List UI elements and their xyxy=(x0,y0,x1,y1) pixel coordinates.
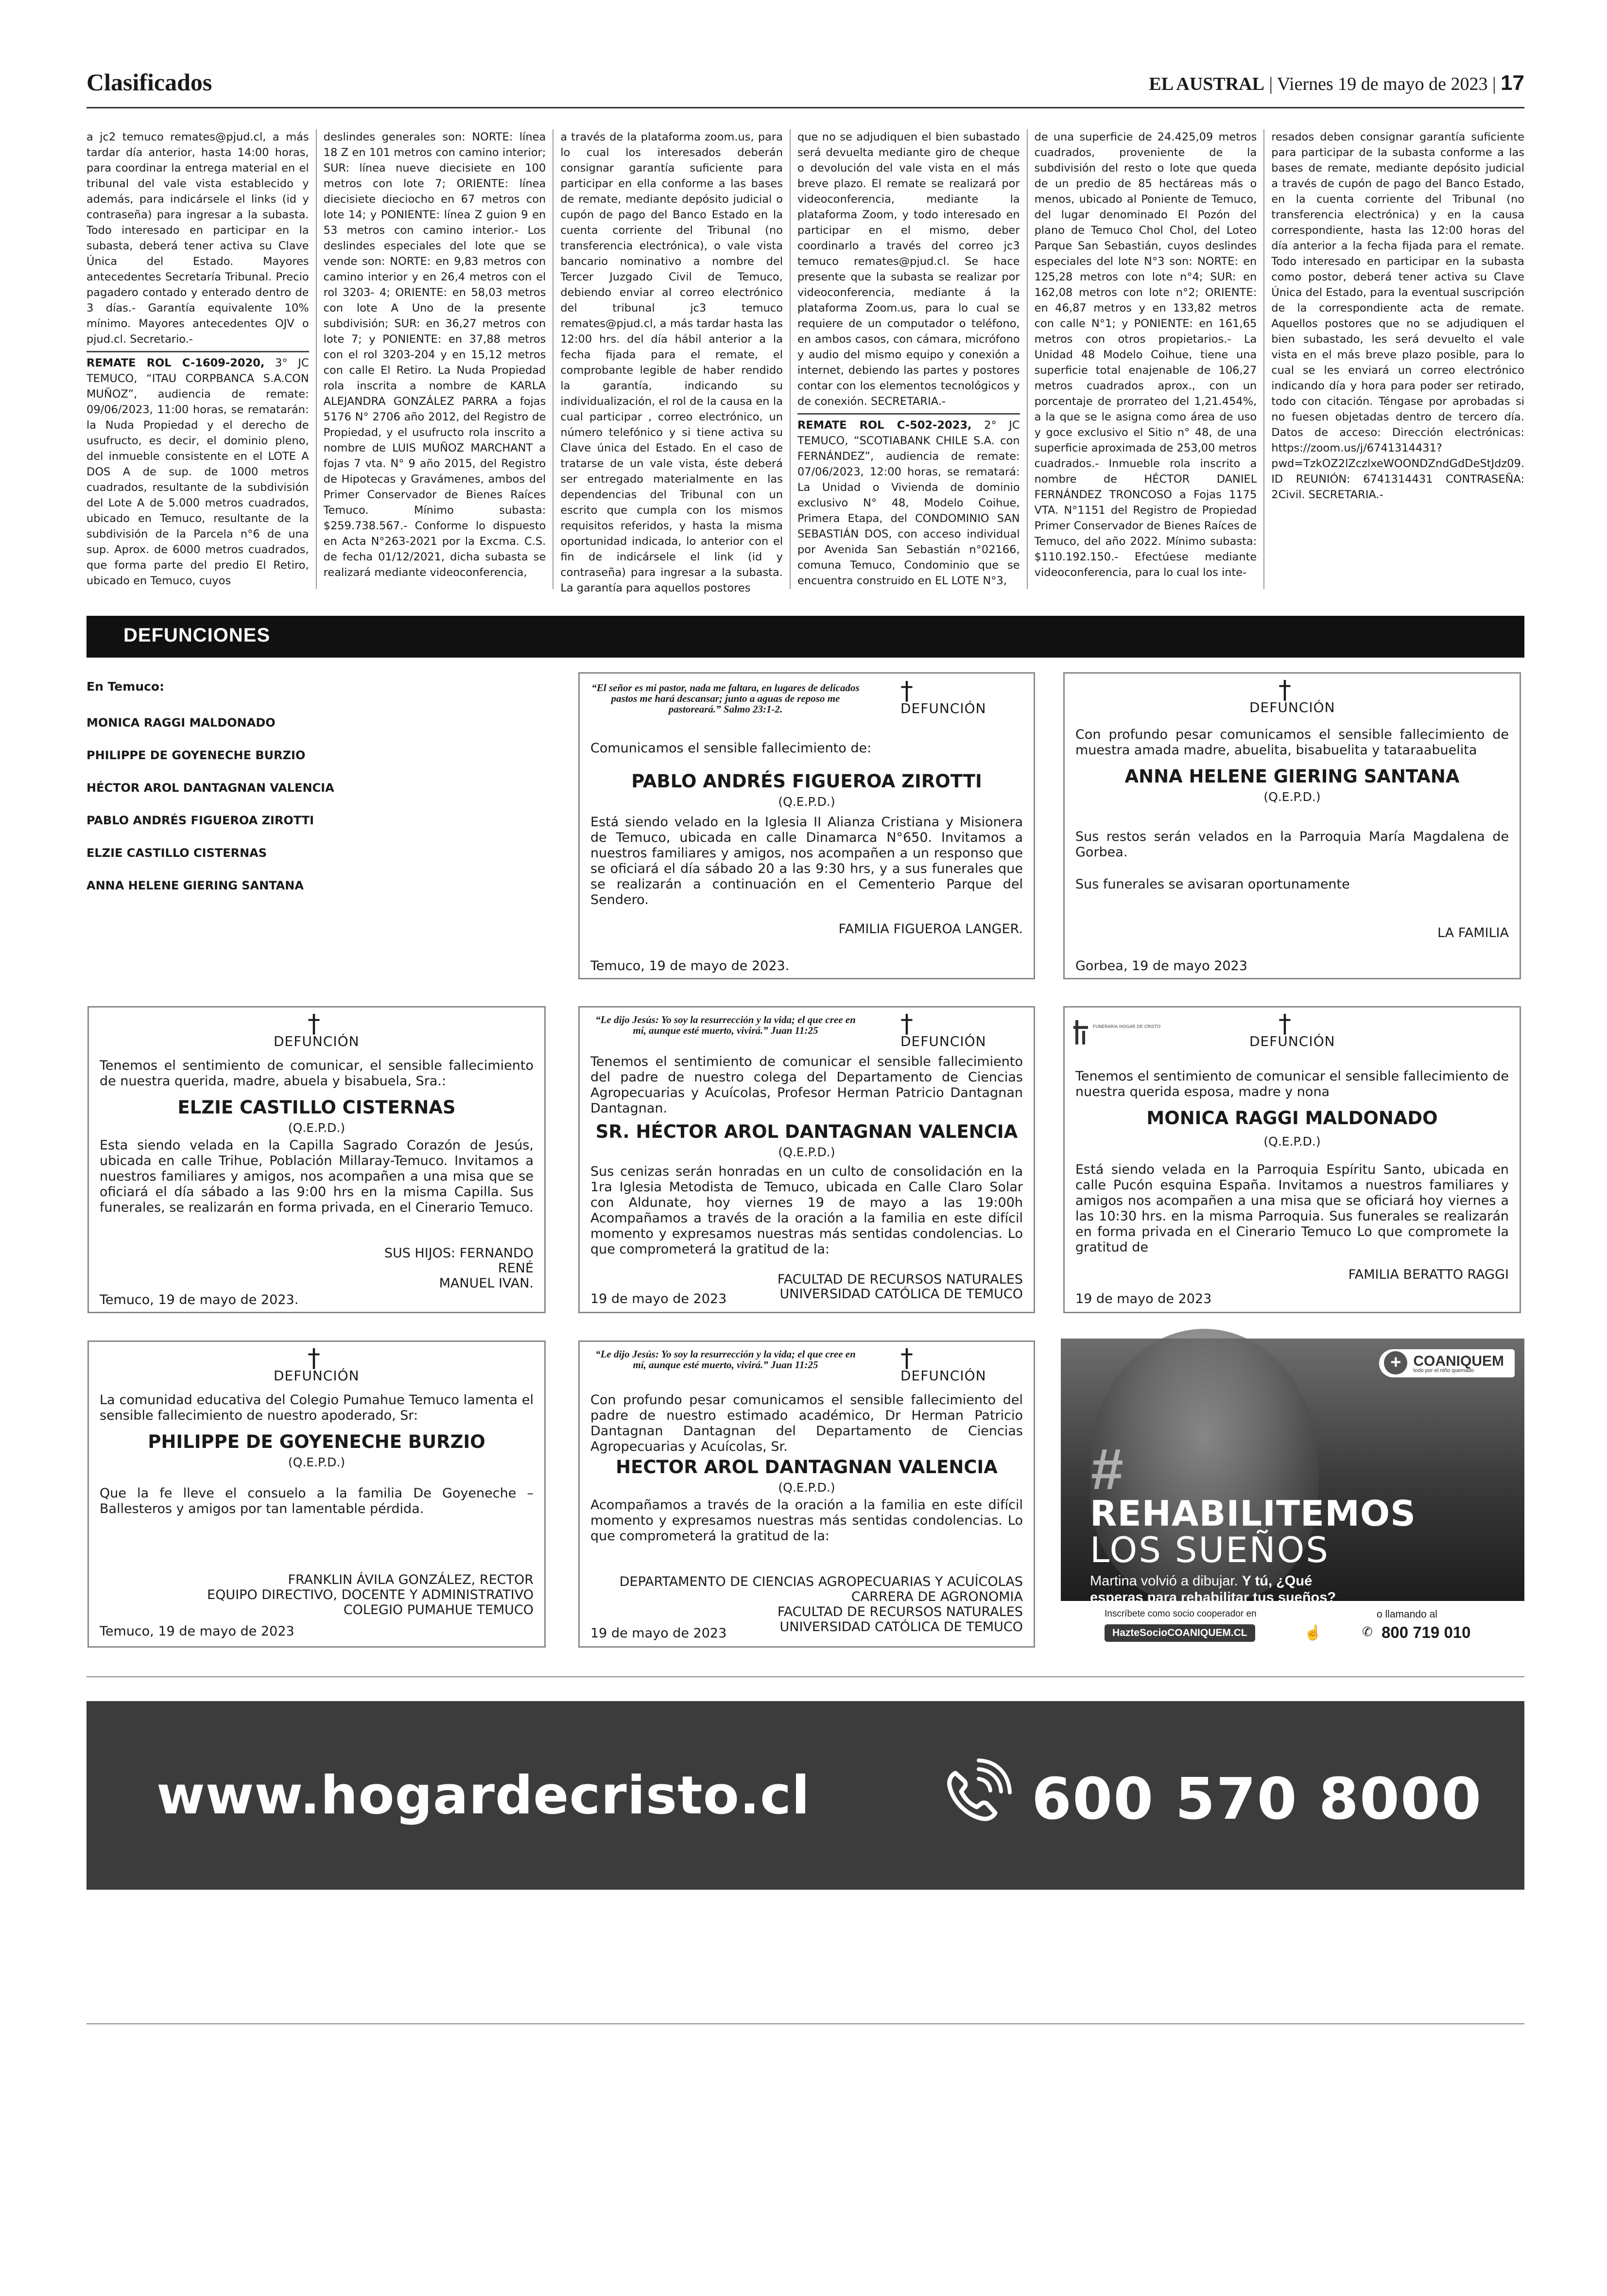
card-signature: CARRERA DE AGRONOMIA xyxy=(851,1589,1023,1604)
deceased-name: PABLO ANDRÉS FIGUEROA ZIROTTI xyxy=(631,771,982,792)
column-4 xyxy=(790,129,1027,589)
card-label: DEFUNCIÓN xyxy=(900,1368,986,1384)
deceased-name: SR. HÉCTOR AROL DANTAGNAN VALENCIA xyxy=(595,1121,1018,1142)
obituary-index xyxy=(86,679,553,911)
card-signature: LA FAMILIA xyxy=(1437,925,1509,940)
defunciones-title: DEFUNCIONES xyxy=(123,625,271,646)
page-number: 17 xyxy=(1501,71,1524,95)
card-signature: MANUEL IVAN. xyxy=(439,1276,534,1291)
ad-headline-2: LOS SUEÑOS xyxy=(1090,1530,1330,1570)
coaniquem-logo-icon: + xyxy=(1384,1351,1407,1374)
card-intro: La comunidad educativa del Colegio Pumahue Temuco lamenta el sensible fallecimiento de nuestro apoderado, Sr: xyxy=(100,1392,534,1423)
card-signature: FAMILIA BERATTO RAGGI xyxy=(1348,1267,1509,1282)
ad-phone-number[interactable]: 800 719 010 xyxy=(1382,1623,1471,1641)
card-intro: Tenemos el sentimiento de comunicar, el sensible fallecimiento de nuestra querida, madre, abuela y bisabuela, Sra.: xyxy=(100,1058,534,1089)
funeral-home-logo xyxy=(1073,1015,1161,1049)
ad-website-link[interactable]: HazteSocioCOANIQUEM.CL xyxy=(1105,1624,1255,1642)
logo-text: FUNERARIA HOGAR DE CRISTO xyxy=(1093,1025,1161,1029)
click-icon: ☝ xyxy=(1304,1625,1322,1641)
index-title: En Temuco: xyxy=(86,679,165,694)
card-date: 19 de mayo de 2023 xyxy=(590,1626,727,1641)
obituary-card-anna xyxy=(1063,672,1521,979)
section-divider xyxy=(86,2023,1524,2024)
card-intro: Comunicamos el sensible fallecimiento de: xyxy=(590,741,872,756)
card-intro: Tenemos el sentimiento de comunicar el sensible fallecimiento de nuestra querida esposa, madre y nona xyxy=(1075,1069,1509,1099)
card-date: Temuco, 19 de mayo de 2023. xyxy=(100,1292,299,1307)
card-body: Sus cenizas serán honradas en un culto de consolidación en la 1ra Iglesia Metodista de Temuco, ubicada en Calle Claro Solar con Aldunate, hoy viernes 19 de mayo a las 19:00h Acompañamos a través de la oración a la familia en este difícil momento y expresamos nuestras más sentidas condolencias. Lo que comprometerá la gratitud de la: xyxy=(590,1164,1023,1257)
card-label: DEFUNCIÓN xyxy=(900,1033,986,1049)
cross-icon: † xyxy=(900,1009,913,1039)
card-signature: FAMILIA FIGUEROA LANGER. xyxy=(838,922,1023,937)
section-divider xyxy=(86,1676,1524,1677)
notice-text: deslindes generales son: NORTE: línea 18 Z en 101 metros con camino interior; SUR: línea nueve diecisiete en 100 metros con lote 7; ORIENTE: línea diecisiete dieciocho en 67 metros con lote 14; y PONIENTE: línea Z guion 9 en 53 metros con camino interior.- Los deslindes especiales del lote que se vende son: NORTE: en 9,83 metros con camino interior y en 26,4 metros con el rol 3203- 4; ORIENTE: en 58,03 metros con lote A Uno de la presente subdivisión; SUR: en 36,27 metros con lote 7; y PONIENTE: en 37,88 metros con el rol 3203-204 y en 15,12 metros con calle El Retiro. La Nuda Propiedad rola inscrita a nombre de KARLA ALEJANDRA GONZÁLEZ PARRA a fojas 5176 N° 2706 año 2012, del Registro de Propiedad, y el usufructo rola inscrito a nombre de LUIS MUÑOZ MARCHANT a fojas 7 vta. N° 9 año 2015, del Registro de Hipotecas y Gravámenes, ambos del Primer Conservador de Bienes Raíces Temuco. Mínimo subasta: $259.738.567.- Conforme lo dispuesto en Acta N°263-2021 por la Excma. C.S. de fecha 01/12/2021, dicha subasta se realizará mediante videoconferencia, xyxy=(323,131,546,579)
obituary-card-elzie xyxy=(87,1006,546,1313)
column-2 xyxy=(316,129,553,589)
remate-title: REMATE ROL C-502-2023, xyxy=(797,419,972,432)
card-date: Gorbea, 19 de mayo 2023 xyxy=(1075,958,1247,974)
card-body: Esta siendo velada en la Capilla Sagrado Corazón de Jesús, ubicada en calle Trihue, Población Millaray-Temuco. Invitamos a nuestros familiares y amigos, nos acompañen a una misa que se oficiará el día sábado a las 9:00 hrs en la misma Capilla. Sus funerales, se realizarán en forma privada, en el Cinerario Temuco. xyxy=(100,1138,534,1215)
index-item: ANNA HELENE GIERING SANTANA xyxy=(86,879,304,892)
card-signature: COLEGIO PUMAHUE TEMUCO xyxy=(343,1602,534,1618)
deceased-name: MONICA RAGGI MALDONADO xyxy=(1146,1108,1438,1129)
card-signature: FACULTAD DE RECURSOS NATURALES xyxy=(777,1272,1023,1287)
ad-subtitle: Martina volvió a dibujar. Y tú, ¿Qué esperas para rehabilitar tus sueños? xyxy=(1090,1573,1336,1605)
qepd-label: (Q.E.P.D.) xyxy=(778,795,835,809)
cross-icon: † xyxy=(1279,1009,1291,1039)
ad-footer-text: o llamando al xyxy=(1377,1609,1437,1620)
index-item: ELZIE CASTILLO CISTERNAS xyxy=(86,846,267,860)
card-date: 19 de mayo de 2023 xyxy=(590,1291,727,1306)
card-date: Temuco, 19 de mayo de 2023. xyxy=(590,958,790,974)
ad-brand-logo: + COANIQUEM todo por el niño quemado xyxy=(1379,1349,1515,1377)
card-label: DEFUNCIÓN xyxy=(274,1033,360,1049)
column-3 xyxy=(553,129,790,594)
card-date: Temuco, 19 de mayo de 2023 xyxy=(100,1624,294,1639)
cross-icon: † xyxy=(900,677,913,706)
card-body: Que la fe lleve el consuelo a la familia De Goyeneche – Ballesteros y amigos por tan lamentable pérdida. xyxy=(100,1486,534,1516)
card-label: DEFUNCIÓN xyxy=(1249,699,1335,715)
notice-text: a través de la plataforma zoom.us, para lo cual los interesados deberán consignar garantía suficiente para participar en ella conforme a las bases de remate, mediante depósito judicial o cupón de pago del Banco Estado en la cuenta corriente del Tribunal (no transferencia electrónica), o vale vista bancario nominativo a nombre del Tercer Juzgado Civil de Temuco, debiendo enviar al correo electrónico del tribunal jc3 temuco remates@pjud.cl, a más tardar hasta las 12:00 hrs. del día hábil anterior a la fecha fijada para el remate, el comprobante legible de haber rendido la garantía, indicando su individualización, el rol de la causa en la cual participar , correo electrónico, un número telefónico y si tiene activa su Clave única del Estado. En el caso de tratarse de un vale vista, éste deberá ser entregado materialmente en las dependencias del Tribunal con un escrito que cumpla con los mismos requisitos referidos, y hasta la misma oportunidad indicada, lo anterior con el fin de indicársele el link (id y contraseña) para ingresar a la subasta. La garantía para aquellos postores xyxy=(560,131,783,594)
card-signature: FRANKLIN ÁVILA GONZÁLEZ, RECTOR xyxy=(288,1572,534,1587)
obituary-card-pablo xyxy=(578,672,1035,979)
qepd-label: (Q.E.P.D.) xyxy=(778,1145,835,1159)
card-body: Sus funerales se avisaran oportunamente xyxy=(1075,877,1350,892)
phone-icon: ✆ xyxy=(1362,1624,1373,1639)
card-body: Sus restos serán velados en la Parroquia María Magdalena de Gorbea. xyxy=(1075,829,1509,860)
column-5 xyxy=(1027,129,1264,589)
card-body: Está siendo velada en la Parroquia Espíritu Santo, ubicada en calle Pucón esquina España. Invitamos a nuestros familiares y amigos nos acompañen a una misa que se oficiará hoy viernes a las 10:30 hrs. en la misma Parroquia. Sus funerales se realizarán en forma privada en el Cinerario Temuco Lo que compromete la gratitud de xyxy=(1075,1162,1509,1255)
card-quote: “El señor es mi pastor, nada me faltara, en lugares de delicados pastos me hará descansar; junto a aguas de reposo me pastoreará.” Salmo 23:1-2. xyxy=(591,682,860,715)
card-quote: “Le dijo Jesús: Yo soy la resurrección y la vida; el que cree en mí, aunque esté muerto, vivirá.” Juan 11:25 xyxy=(595,1348,856,1371)
card-intro: Con profundo pesar comunicamos el sensible fallecimiento del padre de nuestro estimado académico, Dr Herman Patricio Dantagnan Dantagnan del Departamento de Ciencias Agropecuarias y Acuícolas, Sr. xyxy=(590,1392,1023,1454)
remate-title: REMATE ROL C-1609-2020, xyxy=(86,357,265,369)
notice-text: resados deben consignar garantía suficiente para participar de la subasta conforme a las bases de remate, mediante depósito judicial a través de cupón de pago del Banco Estado, en la cuenta corriente del Tribunal (no transferencia electrónica) y en la causa correspondiente, hasta las 12:00 horas del día anterior a la fecha fijada para el remate. Todo interesado en participar en la subasta como postor, deberá tener activa su Clave Única del Estado, para la eventual suscripción de la correspondiente acta de remate. Aquellos postores que no se adjudiquen el bien subastado, les será devuelto el vale vista en el más breve plazo posible, para lo cual se les enviará un correo electrónico indicando día y hora para poder ser retirado, todo con citación. Téngase por aprobadas si no fuesen objetadas dentro de tercero día. Datos de acceso: Dirección electrónicas: https://zoom.us/j/6741314431?pwd=TzkOZ2lZczlxeWOONDZndGdDeStJdz09. ID REUNIÓN: 6741314431 CONTRASEÑA: 2Civil. SECRETARIA.- xyxy=(1271,131,1524,501)
obituary-card-hector xyxy=(578,1006,1035,1313)
ad-photo xyxy=(1061,1339,1524,1605)
card-signature: RENÉ xyxy=(498,1261,534,1276)
index-item: PHILIPPE DE GOYENECHE BURZIO xyxy=(86,748,306,762)
card-quote: “Le dijo Jesús: Yo soy la resurrección y la vida; el que cree en mí, aunque esté muerto, vivirá.” Juan 11:25 xyxy=(595,1014,856,1036)
index-item: MONICA RAGGI MALDONADO xyxy=(86,716,276,730)
notice-text: a jc2 temuco remates@pjud.cl, a más tardar día anterior, hasta 14:00 horas, para coordinar la entrega material en el tribunal del vale vista establecido y además, para indicársele el links (id y contraseña) para ingresar a la subasta. Todo interesado en participar en la subasta, deberá tener activa su Clave Única del Estado. Mayores antecedentes Secretaría Tribunal. Precio pagadero contado y enterado dentro de 3 días.- Garantía equivalente 10% mínimo. Mayores antecedentes OJV o pjud.cl. Secretario.- xyxy=(86,131,309,346)
card-signature: FACULTAD DE RECURSOS NATURALES xyxy=(777,1604,1023,1619)
card-intro: Con profundo pesar comunicamos el sensible fallecimiento de muestra amada madre, abuelita, bisabuelita y tataraabuelita xyxy=(1075,727,1509,758)
deceased-name: ELZIE CASTILLO CISTERNAS xyxy=(177,1097,456,1118)
card-label: DEFUNCIÓN xyxy=(900,700,986,716)
card-signature: UNIVERSIDAD CATÓLICA DE TEMUCO xyxy=(779,1287,1023,1302)
qepd-label: (Q.E.P.D.) xyxy=(778,1480,835,1495)
notice-separator xyxy=(86,351,309,352)
qepd-label: (Q.E.P.D.) xyxy=(288,1455,346,1469)
hogar-de-cristo-banner[interactable] xyxy=(86,1701,1524,1890)
qepd-label: (Q.E.P.D.) xyxy=(1263,1134,1321,1148)
deceased-name: PHILIPPE DE GOYENECHE BURZIO xyxy=(148,1431,485,1452)
index-item: HÉCTOR AROL DANTAGNAN VALENCIA xyxy=(86,781,334,795)
ad-headline-1: REHABILITEMOS xyxy=(1090,1493,1416,1534)
notice-text: de una superficie de 24.425,09 metros cuadrados, proveniente de la subdivisión del resto o lote que queda de un predio de 85 hectáreas más o menos, ubicado al Poniente de Temuco, del lugar denominado El Pozón del plano de Temuco Chol Chol, del Loteo Parque San Sebastián, cuyos deslindes especiales del lote N°3 son: NORTE: en 125,28 metros con lote n°4; SUR: en 162,08 metros con lote n°2; ORIENTE: en 46,87 metros y en 133,82 metros con calle N°1; y PONIENTE: en 161,65 metros con otros propietarios.- La Unidad 48 Modelo Coihue, tiene una superficie total enajenable de 106,27 metros cuadrados aprox., con un porcentaje de prorrateo del 1,21.454%, a la que se le asigna como área de uso y goce exclusivo el Sitio n° 48, de una superficie aproximada de 253,00 metros cuadrados.- Inmueble rola inscrito a nombre de HÉCTOR DANIEL FERNÁNDEZ TRONCOSO a Fojas 1175 VTA. N°1151 del Registro de Propiedad Primer Conservador de Bienes Raíces de Temuco, del año 2022. Mínimo subasta: $110.192.150.- Efectúese mediante videoconferencia, para lo cual los inte- xyxy=(1034,131,1257,579)
cross-icon: † xyxy=(900,1344,913,1373)
issue-date: | Viernes 19 de mayo de 2023 | xyxy=(1269,74,1496,94)
defunciones-bar xyxy=(86,616,1524,658)
header-rule xyxy=(86,107,1524,108)
cross-icon: † xyxy=(1279,676,1291,705)
phone-icon xyxy=(937,1758,1010,1831)
card-date: 19 de mayo de 2023 xyxy=(1075,1291,1212,1306)
card-label: DEFUNCIÓN xyxy=(274,1368,360,1384)
newspaper-name: EL AUSTRAL xyxy=(1149,74,1264,94)
cross-icon: † xyxy=(308,1344,320,1373)
banner-phone[interactable]: 600 570 8000 xyxy=(1032,1765,1483,1832)
card-label: DEFUNCIÓN xyxy=(1249,1033,1335,1049)
notice-text: REMATE ROL C-1609-2020, 3° JC TEMUCO, “ITAU CORPBANCA S.A.CON MUÑOZ”, audiencia de remate: 09/06/2023, 11:00 horas, se rematarán: la Nuda Propiedad y el derecho de usufructo, es decir, el dominio pleno, del inmueble consistente en el LOTE A DOS A de sup. de 1000 metros cuadrados, resultante de la subdivisión del Lote A de 5.000 metros cuadrados, ubicado en Temuco, resultante de la subdivisión de la Parcela n°6 de una sup. Aprox. de 6000 metros cuadrados, que forma parte del predio El Retiro, ubicado en Temuco, cuyos xyxy=(86,357,309,587)
notice-text: que no se adjudiquen el bien subastado será devuelta mediante giro de cheque o devolución del vale vista en el más breve plazo. El remate se realizará por videoconferencia, mediante la plataforma Zoom, y todo interesado en participar en el mismo, deber coordinarlo a través del correo jc3 temuco remates@pjud.cl. Se hace presente que la subasta se realizar por videoconferencia, mediante á la plataforma Zoom.us, para lo cual se requiere de un computador o teléfono, en ambos casos, con cámara, micrófono y audio del mismo equipo y conexión a internet, debiendo las partes y postores contar con los elementos tecnológicos y de conexión. SECRETARIA.- xyxy=(797,131,1020,408)
notice-separator xyxy=(797,413,1020,415)
card-signature: UNIVERSIDAD CATÓLICA DE TEMUCO xyxy=(779,1619,1023,1635)
column-6 xyxy=(1263,129,1524,589)
qepd-label: (Q.E.P.D.) xyxy=(288,1121,346,1135)
notice-text: REMATE ROL C-502-2023, 2° JC TEMUCO, “SCOTIABANK CHILE S.A. con FERNÁNDEZ”, audiencia de remate: 07/06/2023, 12:00 horas, se rematará: La Unidad o Vivienda de dominio exclusivo N° 48, Modelo Coihue, Primera Etapa, del CONDOMINIO SAN SEBASTIÁN DOS, con acceso individual por Avenida San Sebastián n°02166, comuna Temuco, Condominio que se encuentra construido en EL LOTE N°3, xyxy=(797,419,1020,587)
card-signature: EQUIPO DIRECTIVO, DOCENTE Y ADMINISTRATIVO xyxy=(207,1587,534,1602)
card-body: Acompañamos a través de la oración a la familia en este difícil momento y expresamos nuestras más sentidas condolencias. Lo que comprometerá la gratitud de la: xyxy=(590,1497,1023,1544)
card-signature: SUS HIJOS: FERNANDO xyxy=(384,1246,534,1261)
section-title: Clasificados xyxy=(86,69,212,96)
qepd-label: (Q.E.P.D.) xyxy=(1263,790,1321,804)
hashtag-icon: # xyxy=(1091,1437,1123,1502)
cross-icon: † xyxy=(308,1009,320,1039)
obituary-card-monica xyxy=(1063,1006,1521,1313)
obituary-card-philippe xyxy=(87,1340,546,1648)
card-body: Está siendo velado en la Iglesia II Alianza Cristiana y Misionera de Temuco, ubicada en calle Dinamarca N°650. Invitamos a nuestros familiares y amigos, nos acompañen a un responso que se oficiará el día sábado 20 a las 9:30 hrs, y a sus funerales que se realizarán a continuación en el Cementerio Parque del Sendero. xyxy=(590,815,1023,907)
ad-footer xyxy=(1061,1605,1524,1650)
ad-footer-text: Inscríbete como socio cooperador en xyxy=(1105,1609,1257,1619)
card-signature: DEPARTAMENTO DE CIENCIAS AGROPECUARIAS Y ACUÍCOLAS xyxy=(619,1574,1023,1589)
banner-url[interactable]: www.hogardecristo.cl xyxy=(156,1765,811,1826)
coaniquem-ad[interactable] xyxy=(1061,1339,1524,1650)
index-item: PABLO ANDRÉS FIGUEROA ZIROTTI xyxy=(86,814,314,827)
classified-columns xyxy=(86,129,1524,594)
deceased-name: HECTOR AROL DANTAGNAN VALENCIA xyxy=(616,1457,998,1478)
deceased-name: ANNA HELENE GIERING SANTANA xyxy=(1124,766,1460,787)
column-1 xyxy=(86,129,316,589)
masthead-info xyxy=(1149,71,1524,95)
obituary-card-hector-2 xyxy=(578,1340,1035,1648)
card-intro: Tenemos el sentimiento de comunicar el sensible fallecimiento del padre de nuestro colega del Departamento de Ciencias Agropecuarias y Acuícolas, Profesor Herman Patricio Dantagnan Dantagnan. xyxy=(590,1054,1023,1116)
